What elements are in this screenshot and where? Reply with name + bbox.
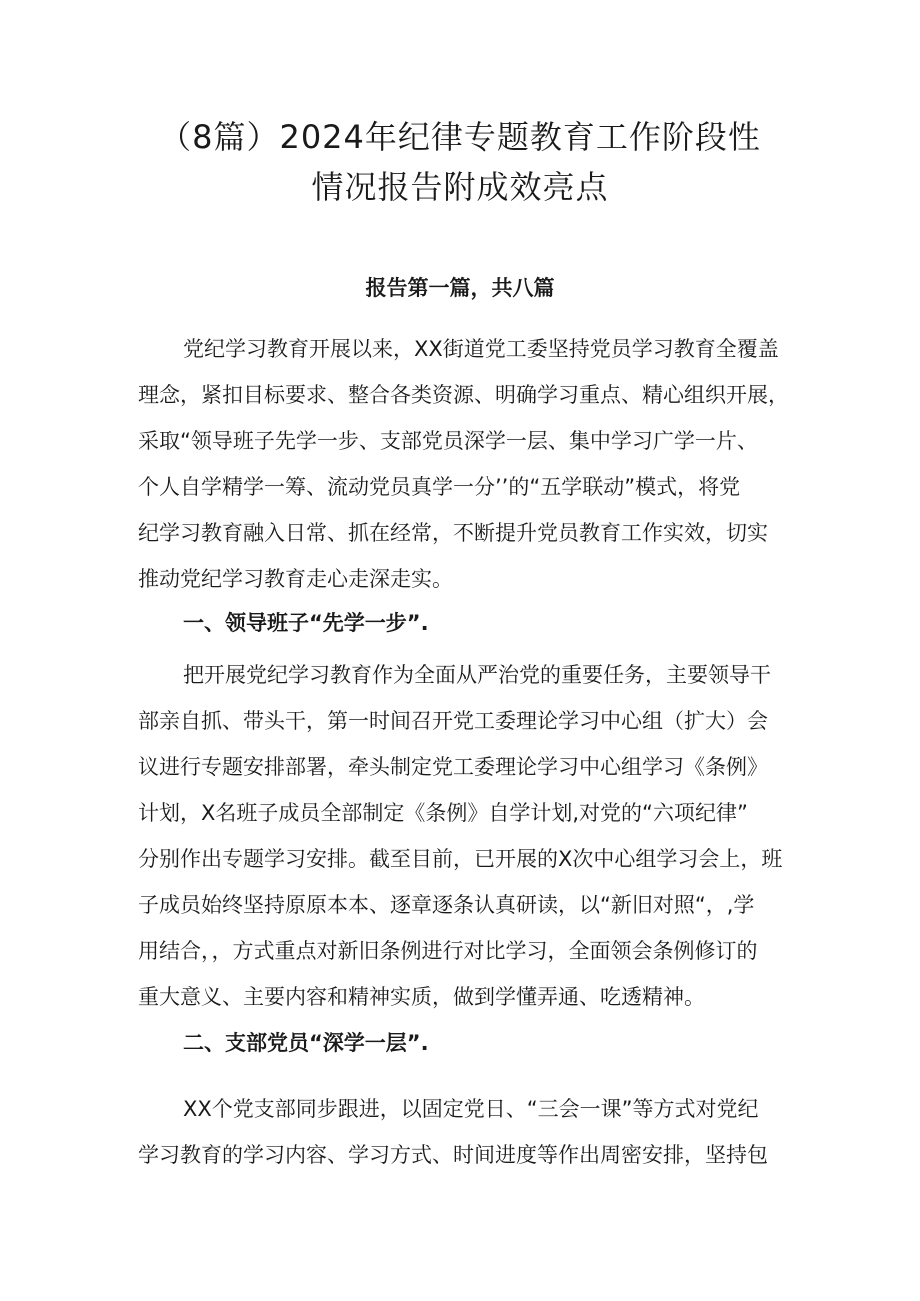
section-heading-2: 二、支部党员“深学一层”. [183,1031,429,1055]
paragraph-intro [138,326,798,602]
paragraph-line: 重大意义、主要内容和精神实质，做到学懂弄通、吃透精神。 [138,985,705,1009]
title-line-2: 情况报告附成效亮点 [311,168,609,206]
paragraph-line: XX个党支部同步跟进，以固定党日、“三会一课”等方式对党纪 [183,1097,759,1121]
document-title [100,112,820,212]
document-subtitle: 报告第一篇，共八篇 [365,276,555,300]
title-line-1: （8篇）2024年纪律专题教育工作阶段性 [159,118,761,156]
section-heading-1: 一、领导班子“先学一步”. [183,611,429,635]
paragraph-line: 用结合，，方式重点对新旧条例进行对比学习，全面领会条例修订的 [138,939,758,963]
paragraph-line: 党纪学习教育开展以来，XX街道党工委坚持党员学习教育全覆盖 [183,337,779,361]
paragraph-line: 计划，X名班子成员全部制定《条例》自学计划,对党的“六项纪律” [138,801,748,825]
paragraph-line: 部亲自抓、带头干，第一时间召开党工委理论学习中心组（扩大）会 [138,709,768,733]
paragraph-line: 分别作出专题学习安排。截至目前，已开展的X次中心组学习会上，班 [138,847,783,871]
paragraph-line: 把开展党纪学习教育作为全面从严治党的重要任务，主要领导干 [183,663,771,687]
paragraph-line: 子成员始终坚持原原本本、逐章逐条认真研读，以“新旧对照“，,学 [138,893,755,917]
paragraph-line: 学习教育的学习内容、学习方式、时间进度等作出周密安排，坚持包 [138,1143,768,1167]
paragraph-line: 理念，紧扣目标要求、整合各类资源、明确学习重点、精心组织开展， [138,383,789,407]
paragraph-section-2 [138,1086,798,1178]
paragraph-line: 议进行专题安排部署，牵头制定党工委理论学习中心组学习《条例》 [138,755,768,779]
paragraph-line: 个人自学精学一筹、流动党员真学一分’’的“五学联动”模式，将党 [138,475,741,499]
paragraph-line: 采取“领导班子先学一步、支部党员深学一层、集中学习广学一片、 [138,429,758,453]
paragraph-line: 推动党纪学习教育走心走深走实。 [138,567,453,591]
paragraph-line: 纪学习教育融入日常、抓在经常，不断提升党员教育工作实效，切实 [138,521,768,545]
paragraph-section-1 [138,652,798,1020]
